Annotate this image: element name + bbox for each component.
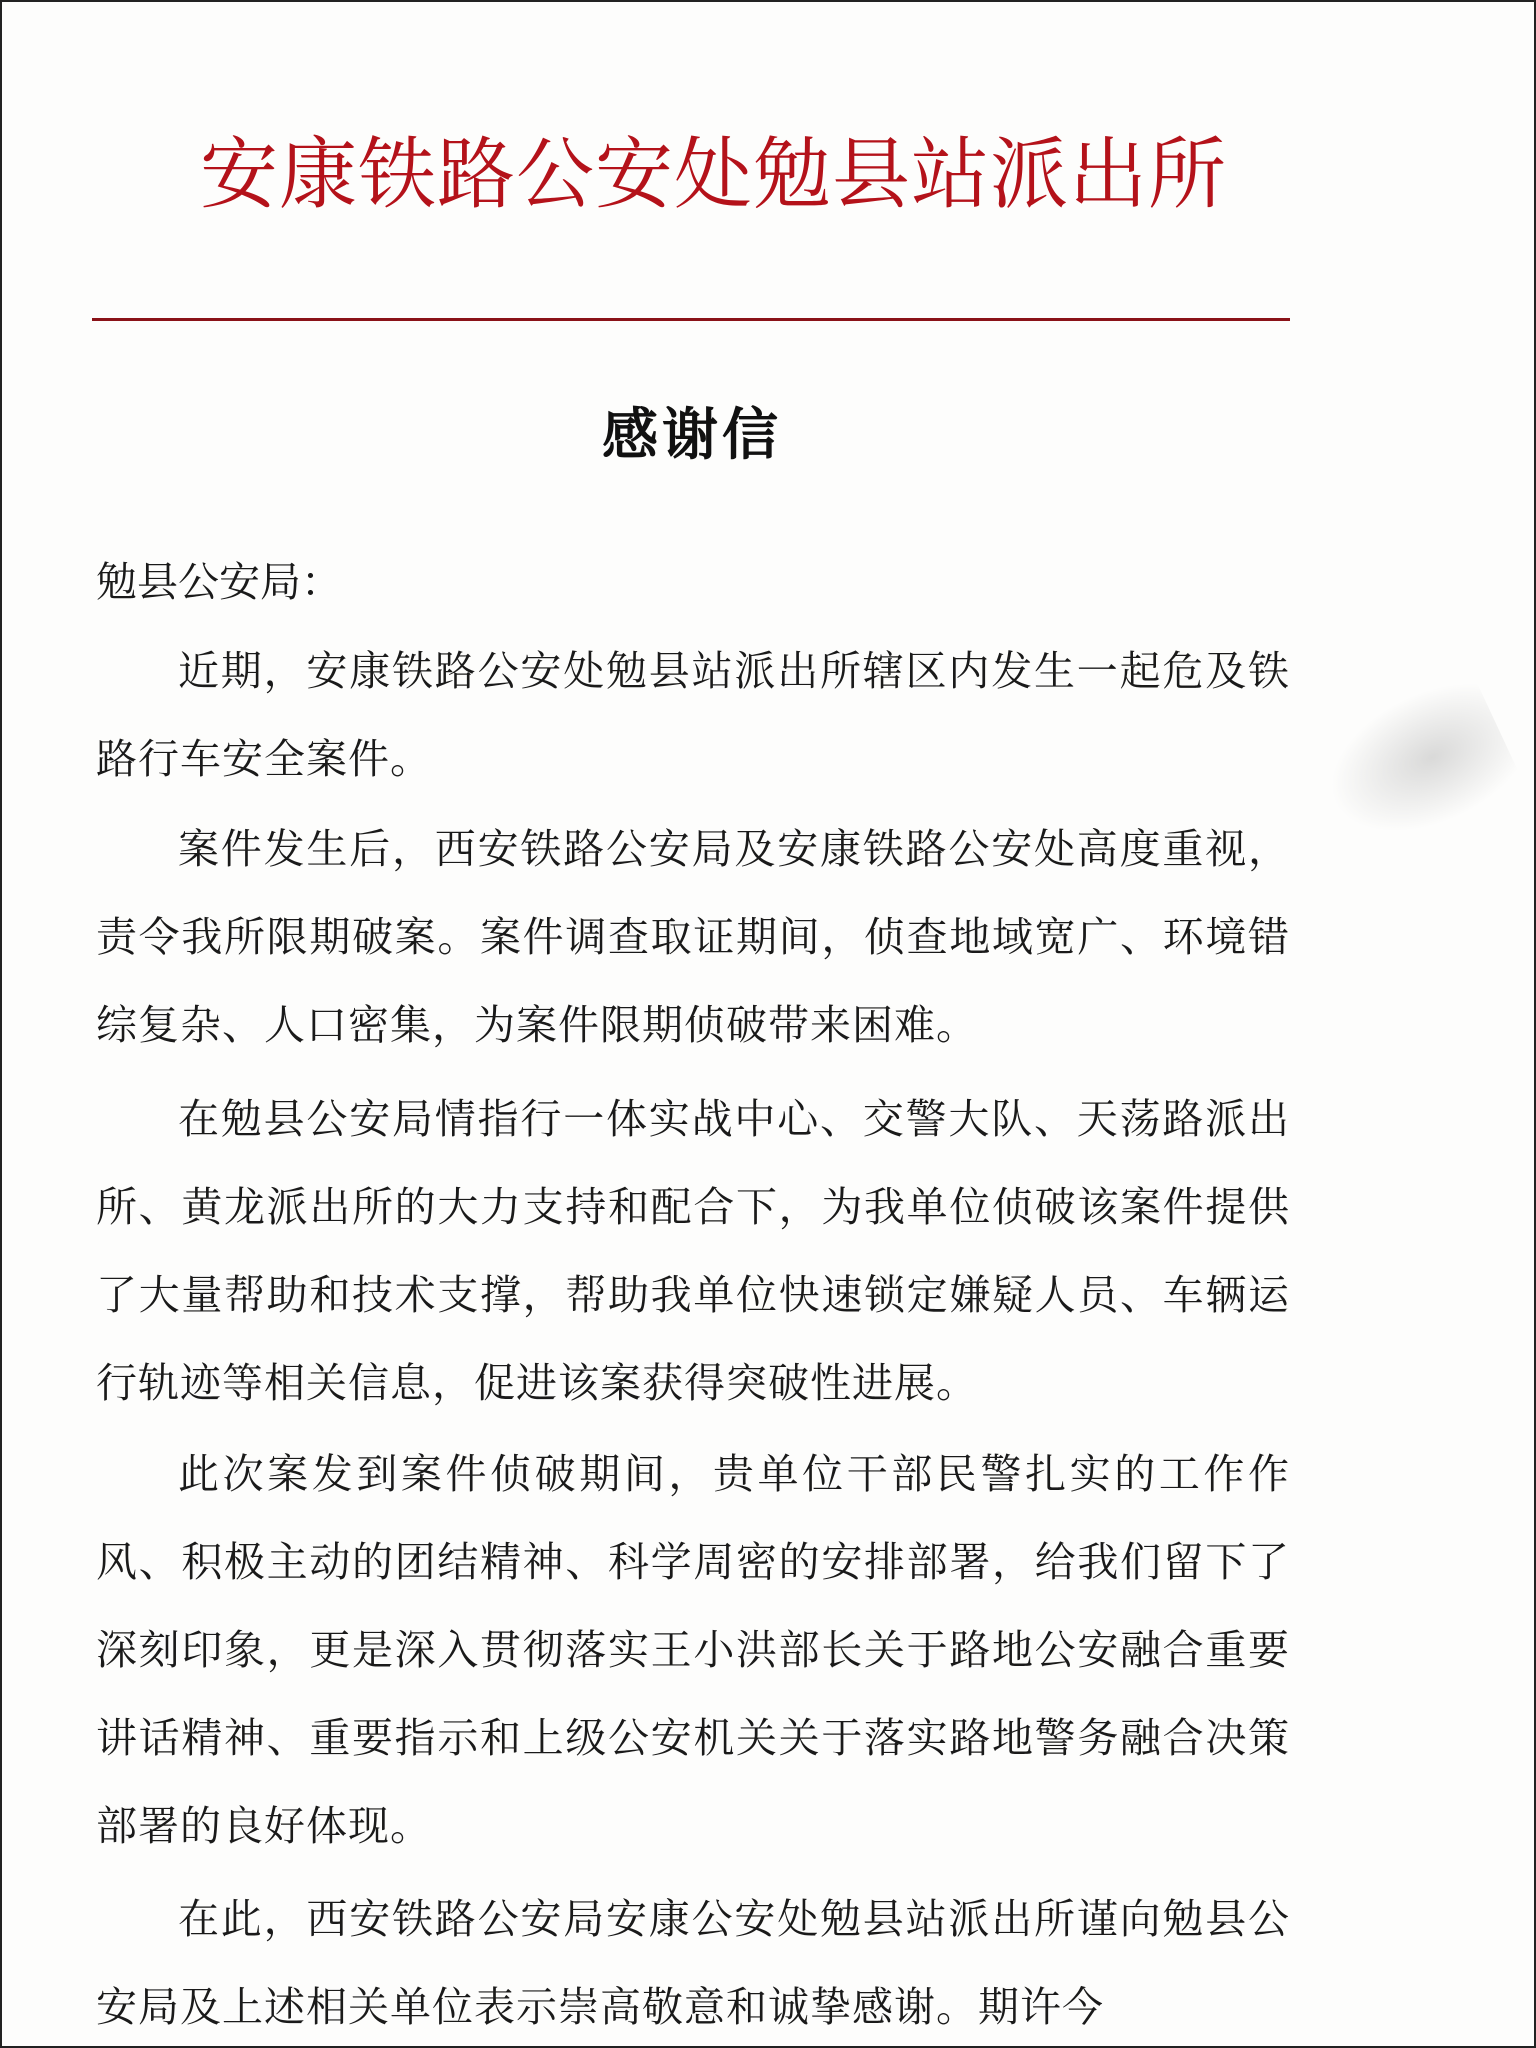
paragraph-3: 在勉县公安局情指行一体实战中心、交警大队、天荡路派出所、黄龙派出所的大力支持和配合下，为我单位侦破该案件提供了大量帮助和技术支撑，帮助我单位快速锁定嫌疑人员、车辆运行轨迹等相关信息，促进该案获得突破性进展。 [96,1095,1290,1407]
paragraph-2: 案件发生后，西安铁路公安局及安康铁路公安处高度重视，责令我所限期破案。案件调查取证期间，侦查地域宽广、环境错综复杂、人口密集，为案件限期侦破带来困难。 [96,825,1290,1049]
letterhead-divider [92,318,1290,321]
salutation: 勉县公安局： [96,558,342,606]
scan-smudge [1307,668,1525,862]
letterhead-org-name: 安康铁路公安处勉县站派出所 [200,130,1228,220]
paragraph-4: 此次案发到案件侦破期间，贵单位干部民警扎实的工作作风、积极主动的团结精神、科学周密的安排部署，给我们留下了深刻印象，更是深入贯彻落实王小洪部长关于路地公安融合重要讲话精神、重要指示和上级公安机关关于落实路地警务融合决策部署的良好体现。 [96,1450,1290,1850]
paragraph-1: 近期，安康铁路公安处勉县站派出所辖区内发生一起危及铁路行车安全案件。 [96,647,1290,783]
letter-title: 感谢信 [602,402,782,468]
paragraph-5: 在此，西安铁路公安局安康公安处勉县站派出所谨向勉县公安局及上述相关单位表示崇高敬意和诚挚感谢。期许今 [96,1895,1290,2031]
